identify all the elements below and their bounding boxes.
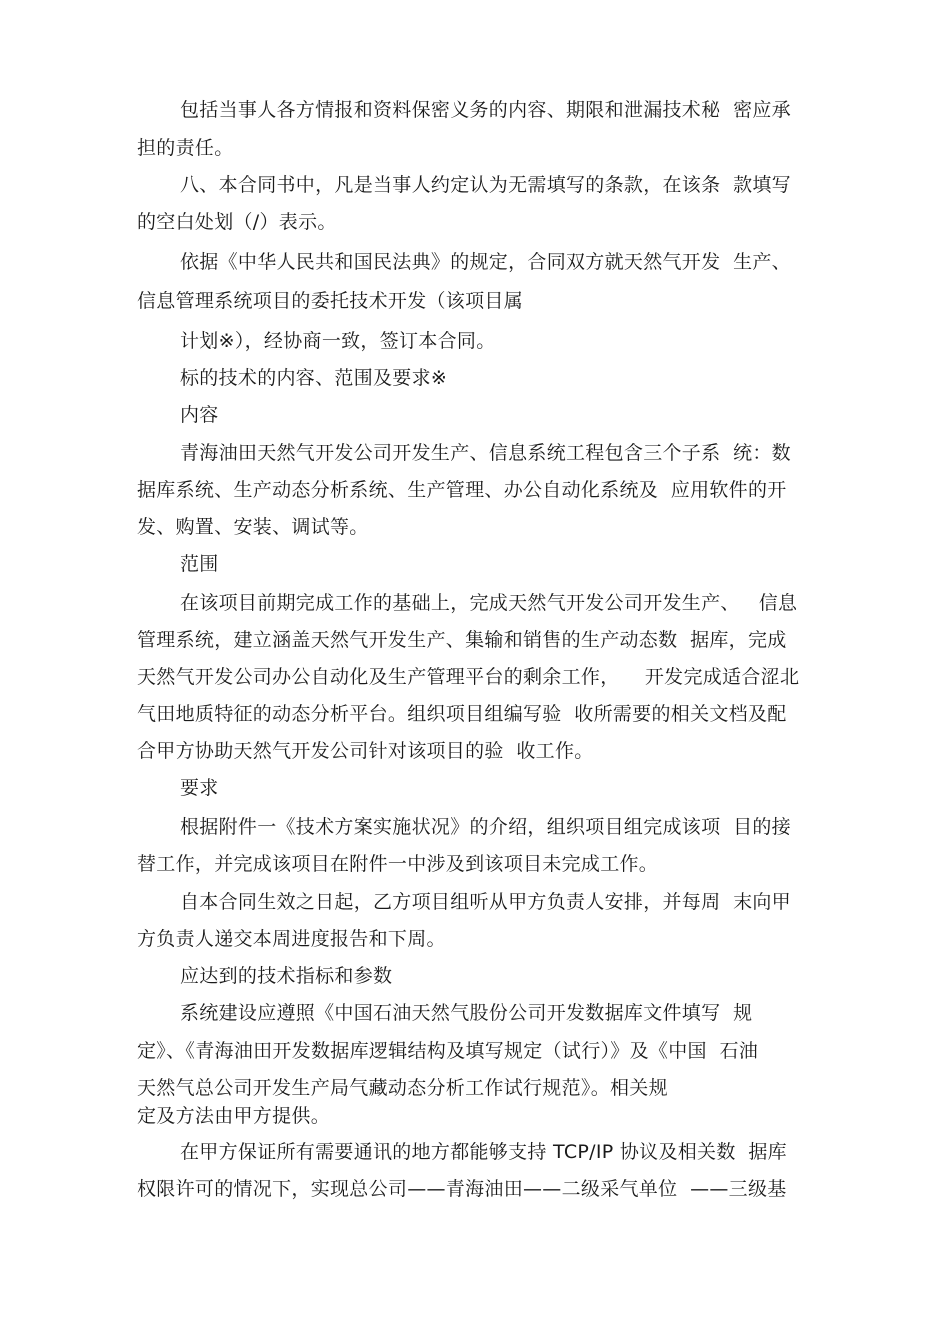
text-line: 定》、《青海油田开发数据库逻辑结构及填写规定（试行）》及《中国 石油 (137, 1040, 759, 1062)
text-line: 青海油田天然气开发公司开发生产、信息系统工程包含三个子系 统：数 (180, 442, 791, 464)
text-line: 计划※），经协商一致，签订本合同。 (180, 330, 496, 352)
text-line: 在该项目前期完成工作的基础上，完成天然气开发公司开发生产、 信息 (180, 592, 798, 614)
section-heading: 应达到的技术指标和参数 (180, 965, 393, 987)
text-line: 定及方法由甲方提供。 (137, 1105, 331, 1127)
text-line: 气田地质特征的动态分析平台。组织项目组编写验 收所需要的相关文档及配 (137, 703, 787, 725)
text-line: 系统建设应遵照《中国石油天然气股份公司开发数据库文件填写 规 (180, 1002, 753, 1024)
text-line: 信息管理系统项目的委托技术开发（该项目属 (137, 290, 524, 312)
text-line: 天然气开发公司办公自动化及生产管理平台的剩余工作， 开发完成适合涩北 (137, 666, 800, 688)
text-line: 合甲方协助天然气开发公司针对该项目的验 收工作。 (137, 740, 594, 762)
section-heading: 要求 (180, 777, 219, 799)
text-line: 根据附件一《技术方案实施状况》的介绍，组织项目组完成该项 目的接 (180, 816, 791, 838)
text-line: 天然气总公司开发生产局气藏动态分析工作试行规范》。相关规 (137, 1077, 668, 1099)
text-line: 方负责人递交本周进度报告和下周。 (137, 928, 446, 950)
text-line: 的空白处划（/）表示。 (137, 211, 337, 233)
text-line: 担的责任。 (137, 137, 234, 159)
section-heading: 范围 (180, 553, 219, 575)
text-line: 替工作，并完成该项目在附件一中涉及到该项目未完成工作。 (137, 853, 659, 875)
text-line: 据库系统、生产动态分析系统、生产管理、办公自动化系统及 应用软件的开 (137, 479, 787, 501)
text-line: 自本合同生效之日起，乙方项目组听从甲方负责人安排，并每周 末向甲 (180, 891, 791, 913)
text-line: 权限许可的情况下，实现总公司——青海油田——二级采气单位 ——三级基 (137, 1178, 787, 1200)
text-line: 在甲方保证所有需要通讯的地方都能够支持 TCP/IP 协议及相关数 据库 (180, 1141, 787, 1163)
text-line: 八、本合同书中，凡是当事人约定认为无需填写的条款，在该条 款填写 (180, 174, 791, 196)
text-line: 包括当事人各方情报和资料保密义务的内容、期限和泄漏技术秘 密应承 (180, 99, 791, 121)
text-line: 管理系统，建立涵盖天然气开发生产、集输和销售的生产动态数 据库，完成 (137, 629, 787, 651)
text-line: 依据《中华人民共和国民法典》的规定，合同双方就天然气开发 生产、 (180, 251, 791, 273)
section-heading: 内容 (180, 404, 219, 426)
text-line: 发、购置、安装、调试等。 (137, 516, 369, 538)
section-heading: 标的技术的内容、范围及要求※ (180, 367, 448, 389)
